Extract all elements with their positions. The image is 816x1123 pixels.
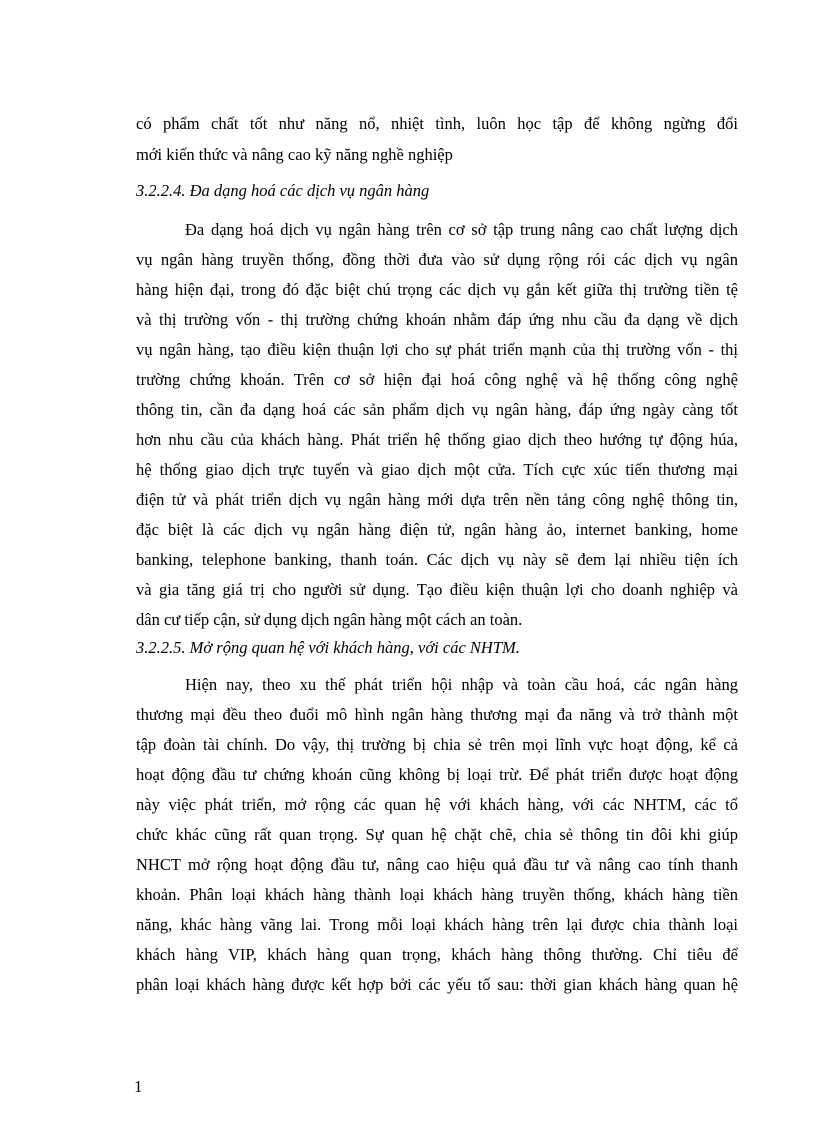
body-line: dân cư tiếp cận, sử dụng dịch ngân hàng một cách an toàn. [136,610,523,629]
body-line: chức khác cũng rất quan trọng. Sự quan hệ chặt chẽ, chia sẻ thông tin đôi khi giúp [136,825,738,844]
section-heading-3-2-2-4: 3.2.2.4. Đa dạng hoá các dịch vụ ngân hàng [136,181,430,200]
body-line: vụ ngân hàng truyền thống, đồng thời đưa vào sử dụng rộng rói các dịch vụ ngân [136,250,738,269]
body-line: và thị trường vốn - thị trường chứng khoán nhằm đáp ứng nhu cầu đa dạng về dịch [136,310,738,329]
body-line: vụ ngân hàng, tạo điều kiện thuận lợi cho sự phát triển mạnh của thị trường vốn - thị [136,340,738,359]
body-line: phân loại khách hàng được kết hợp bởi các yếu tố sau: thời gian khách hàng quan hệ [136,975,738,994]
body-line: Hiện nay, theo xu thế phát triển hội nhập và toàn cầu hoá, các ngân hàng [185,675,738,694]
body-line: này việc phát triển, mở rộng các quan hệ với khách hàng, với các NHTM, các tổ [136,795,738,814]
body-line: có phẩm chất tốt như năng nổ, nhiệt tình, luôn học tập để không ngừng đổi [136,114,738,133]
body-line: tập đoàn tài chính. Do vậy, thị trường bị chia sẻ trên mọi lĩnh vực hoạt động, kể cả [136,735,738,754]
body-line: mới kiến thức và nâng cao kỹ năng nghề nghiệp [136,145,453,164]
body-line: banking, telephone banking, thanh toán. Các dịch vụ này sẽ đem lại nhiều tiện ích [136,550,738,569]
body-line: điện tử và phát triển dịch vụ ngân hàng mới dựa trên nền tảng công nghệ thông tin, [136,490,738,509]
section-heading-3-2-2-5: 3.2.2.5. Mở rộng quan hệ với khách hàng, với các NHTM. [136,638,520,657]
body-line: năng, khác hàng vãng lai. Trong mỗi loại khách hàng trên lại được chia thành loại [136,915,738,934]
body-line: đặc biệt là các dịch vụ ngân hàng điện tử, ngân hàng ảo, internet banking, home [136,520,738,539]
body-line: trường chứng khoán. Trên cơ sở hiện đại hoá công nghệ và hệ thống công nghệ [136,370,738,389]
body-line: Đa dạng hoá dịch vụ ngân hàng trên cơ sở tập trung nâng cao chất lượng dịch [185,220,738,239]
body-line: NHCT mở rộng hoạt động đầu tư, nâng cao hiệu quả đầu tư và nâng cao tính thanh [136,855,738,874]
body-line: hàng hiện đại, trong đó đặc biệt chú trọng các dịch vụ gắn kết giữa thị trường tiền tệ [136,280,738,299]
body-line: và gia tăng giá trị cho người sử dụng. Tạo điều kiện thuận lợi cho doanh nghiệp và [136,580,738,599]
page-number: 1 [134,1077,143,1096]
body-line: hệ thống giao dịch trực tuyến và giao dịch một cửa. Tích cực xúc tiến thương mại [136,460,738,479]
body-line: thương mại đều theo đuổi mô hình ngân hàng thương mại đa năng và trở thành một [136,705,738,724]
body-line: khoản. Phân loại khách hàng thành loại khách hàng truyền thống, khách hàng tiền [136,885,738,904]
body-line: hơn nhu cầu của khách hàng. Phát triển hệ thống giao dịch theo hướng tự động húa, [136,430,738,449]
body-line: hoạt động đầu tư chứng khoán cũng không bị loại trừ. Để phát triển được hoạt động [136,765,738,784]
body-line: khách hàng VIP, khách hàng quan trọng, khách hàng thông thường. Chỉ tiêu để [136,945,738,964]
body-line: thông tin, cần đa dạng hoá các sản phẩm dịch vụ ngân hàng, đáp ứng ngày càng tốt [136,400,738,419]
